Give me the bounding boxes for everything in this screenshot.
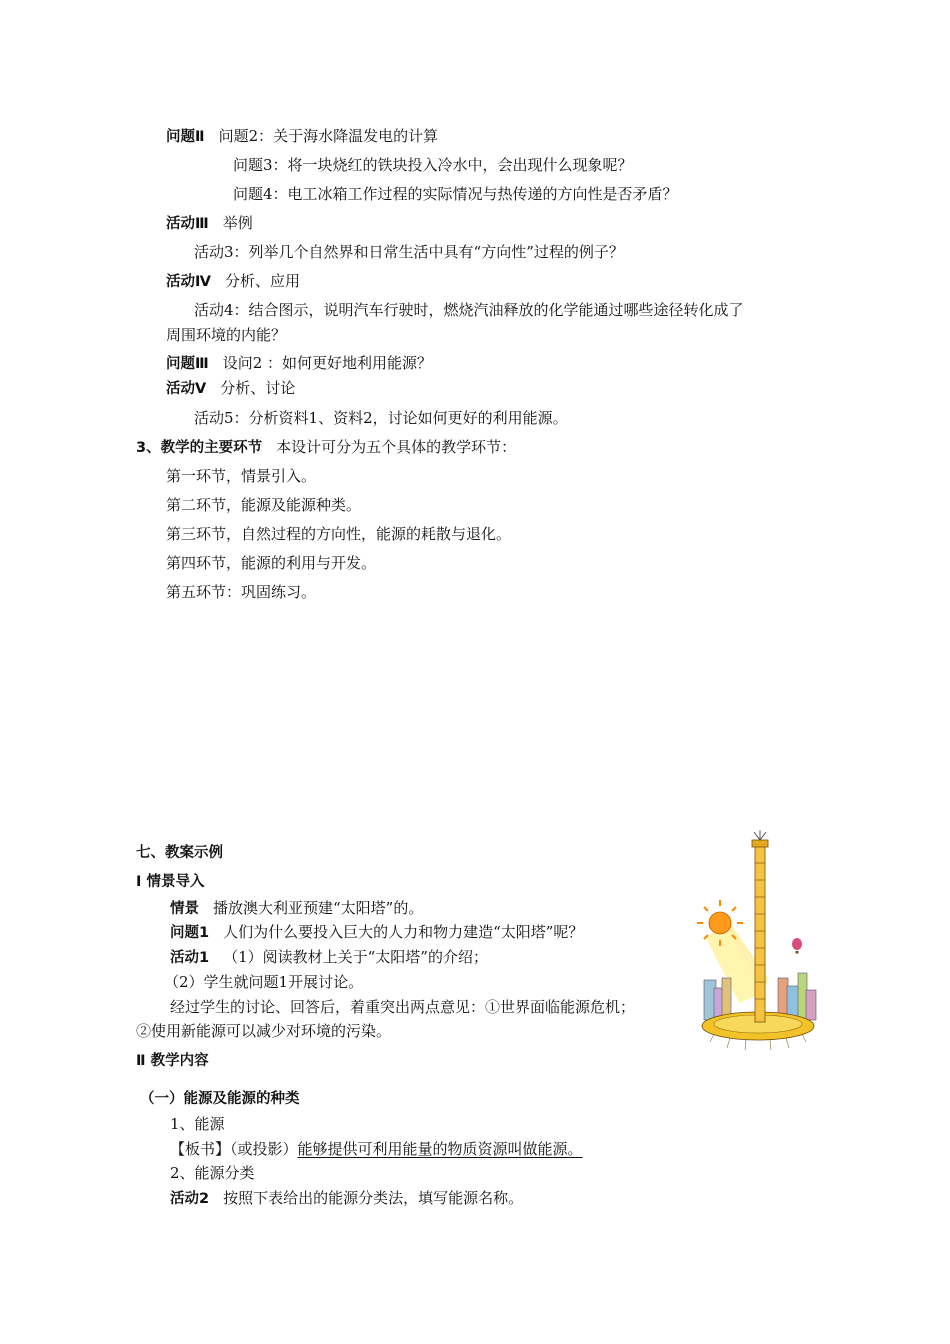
activity-text: （1）阅读教材上关于“太阳塔”的介绍；	[223, 948, 488, 966]
activity-title: 举例	[222, 214, 253, 232]
activity-title: 分析、应用	[224, 272, 300, 290]
step-item: 第二环节，能源及能源种类。	[166, 496, 362, 514]
question-text: 设问2 ：如何更好地利用能源？	[222, 354, 433, 372]
activity-3-text: 活动3：列举几个自然界和日常生活中具有“方向性”过程的例子？	[194, 243, 624, 261]
solar-tower-illustration	[694, 828, 822, 1058]
question-text: 问题2：关于海水降温发电的计算	[218, 127, 439, 145]
part-2-heading: Ⅱ 教学内容	[136, 1053, 209, 1069]
item-2-classification: 2、能源分类	[170, 1164, 255, 1182]
activity-5-heading	[166, 378, 295, 399]
board-label: 【板书】	[170, 1140, 231, 1158]
board-definition: 能够提供可利用能量的物质资源叫做能源。	[297, 1140, 583, 1158]
section-3-heading-line	[136, 437, 516, 458]
sub-1-heading: （一）能源及能源的种类	[140, 1091, 300, 1107]
question-label: 问题Ⅱ	[166, 129, 205, 145]
board-line	[170, 1139, 583, 1159]
activity-text: 按照下表给出的能源分类法，填写能源名称。	[223, 1189, 524, 1207]
activity-5-text: 活动5：分析资料1、资料2，讨论如何更好的利用能源。	[194, 409, 568, 427]
question-1-line	[170, 922, 583, 943]
activity-4-text-line-1: 活动4：结合图示，说明汽车行驶时，燃烧汽油释放的化学能通过哪些途径转化成了	[194, 301, 744, 319]
section-intro: 本设计可分为五个具体的教学环节：	[276, 438, 517, 456]
activity-1-line-2: （2）学生就问题1开展讨论。	[164, 973, 364, 991]
activity-label: 活动Ⅲ	[166, 216, 209, 232]
activity-label: 活动1	[170, 950, 210, 966]
scene-text: 播放澳大利亚预建“太阳塔”的。	[213, 899, 424, 917]
question-label: 问题1	[170, 925, 210, 941]
scene-line	[170, 898, 423, 919]
scene-label: 情景	[170, 901, 199, 917]
activity-label: 活动Ⅳ	[166, 274, 211, 290]
activity-1-line	[170, 947, 488, 968]
activity-title: 分析、讨论	[220, 379, 296, 397]
question-4-line: 问题4：电工冰箱工作过程的实际情况与热传递的方向性是否矛盾？	[233, 185, 678, 203]
step-item: 第一环节，情景引入。	[166, 467, 317, 485]
question-3-line: 问题3：将一块烧红的铁块投入冷水中，会出现什么现象呢？	[233, 156, 633, 174]
activity-4-text-line-2: 周围环境的内能？	[166, 326, 287, 344]
balloon-icon	[792, 938, 802, 954]
step-item: 第四环节，能源的利用与开发。	[166, 554, 377, 572]
activity-4-heading	[166, 271, 300, 292]
step-item: 第五环节：巩固练习。	[166, 583, 317, 601]
item-1-energy: 1、能源	[170, 1115, 225, 1133]
conclusion-line-1: 经过学生的讨论、回答后，着重突出两点意见：①世界面临能源危机；	[170, 998, 636, 1016]
section-7-heading: 七、教案示例	[136, 845, 223, 861]
activity-label: 活动2	[170, 1191, 210, 1207]
activity-2-line	[170, 1188, 523, 1209]
activity-label: 活动Ⅴ	[166, 381, 207, 397]
part-1-heading: Ⅰ 情景导入	[136, 874, 205, 890]
question-text: 人们为什么要投入巨大的人力和物力建造“太阳塔”呢？	[223, 923, 584, 941]
step-item: 第三环节，自然过程的方向性，能源的耗散与退化。	[166, 525, 512, 543]
question-2-line	[166, 126, 438, 147]
question-label: 问题Ⅲ	[166, 356, 209, 372]
section-heading: 3、教学的主要环节	[136, 440, 263, 456]
board-note: （或投影）	[230, 1140, 298, 1158]
question-3-heading	[166, 353, 432, 374]
activity-3-heading	[166, 213, 253, 234]
conclusion-line-2: ②使用新能源可以减少对环境的污染。	[136, 1022, 392, 1040]
